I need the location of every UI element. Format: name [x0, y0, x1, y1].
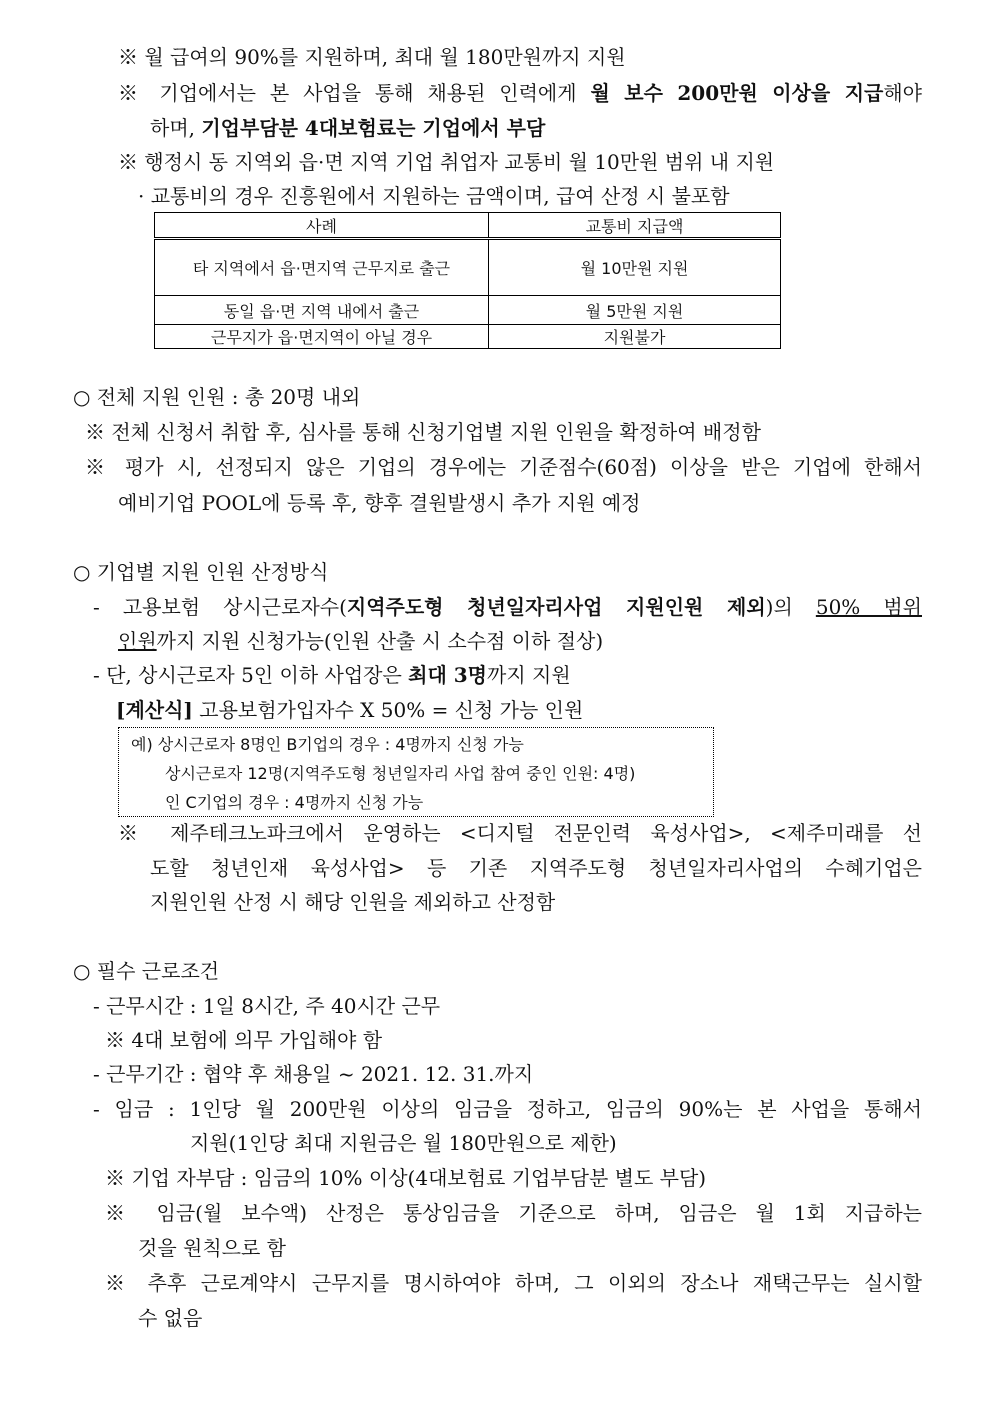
note-existing-program-end: 지원인원 산정 시 해당 인원을 제외하고 산정함 — [150, 890, 556, 914]
condition-wage-basis: ※ 임금(월 보수액) 산정은 통상임금을 기준으로 하며, 임금은 월 1회 지급하는 — [105, 1201, 922, 1225]
note-insurance: 하며, 기업부담분 4대보험료는 기업에서 부담 — [150, 116, 546, 140]
table-header: 교통비 지급액 — [489, 213, 781, 239]
example-line: 예) 상시근로자 8명인 B기업의 경우 : 4명까지 신청 가능 — [131, 735, 524, 754]
condition-hours: - 근무시간 : 1일 8시간, 주 40시간 근무 — [93, 994, 441, 1018]
table-row — [155, 325, 781, 349]
method-rule-2: - 단, 상시근로자 5인 이하 사업장은 최대 3명까지 지원 — [93, 663, 571, 687]
table-header-row — [155, 213, 781, 239]
table-cell: 근무지가 읍·면지역이 아닐 경우 — [155, 325, 489, 349]
section-heading-method: ○ 기업별 지원 인원 산정방식 — [73, 560, 329, 584]
table-cell: 타 지역에서 읍·면지역 근무지로 출근 — [155, 239, 489, 296]
table-cell: 월 5만원 지원 — [489, 296, 781, 325]
min-pay-emphasis: 월 보수 200만원 이상을 지급 — [590, 81, 884, 105]
note-min-pay: ※ 기업에서는 본 사업을 통해 채용된 인력에게 월 보수 200만원 이상을 지급해야 — [118, 81, 922, 105]
note-reserve-pool: 예비기업 POOL에 등록 후, 향후 결원발생시 추가 지원 예정 — [118, 491, 641, 515]
condition-period: - 근무기간 : 협약 후 채용일 ~ 2021. 12. 31.까지 — [93, 1062, 534, 1086]
note-existing-program-cont: 도할 청년인재 육성사업> 등 기존 지역주도형 청년일자리사업의 수혜기업은 — [150, 856, 922, 880]
example-line: 인 C기업의 경우 : 4명까지 신청 가능 — [165, 793, 424, 812]
table-cell: 지원불가 — [489, 325, 781, 349]
formula: [계산식] 고용보험가입자수 X 50% = 신청 가능 인원 — [116, 698, 584, 722]
note-existing-program: ※ 제주테크노파크에서 운영하는 <디지털 전문인력 육성사업>, <제주미래를 선 — [118, 821, 922, 845]
condition-wage-cont: 지원(1인당 최대 지원금은 월 180만원으로 제한) — [190, 1131, 617, 1155]
example-line: 상시근로자 12명(지역주도형 청년일자리 사업 참여 중인 인원: 4명) — [165, 764, 636, 783]
note-transport-detail: · 교통비의 경우 진흥원에서 지원하는 금액이며, 급여 산정 시 불포함 — [138, 184, 730, 208]
note-evaluation: ※ 평가 시, 선정되지 않은 기업의 경우에는 기준점수(60점) 이상을 받은 기업에 한해서 — [85, 455, 922, 479]
example-box — [118, 727, 714, 817]
section-heading-conditions: ○ 필수 근로조건 — [73, 959, 220, 983]
table-row — [155, 296, 781, 325]
condition-self-pay: ※ 기업 자부담 : 임금의 10% 이상(4대보험료 기업부담분 별도 부담) — [105, 1166, 707, 1190]
condition-insurance: ※ 4대 보험에 의무 가입해야 함 — [105, 1028, 383, 1052]
table-cell: 월 10만원 지원 — [489, 239, 781, 296]
condition-wage-basis-cont: 것을 원칙으로 함 — [138, 1236, 286, 1260]
section-heading-total: ○ 전체 지원 인원 : 총 20명 내외 — [73, 385, 361, 409]
method-rule-1: - 고용보험 상시근로자수(지역주도형 청년일자리사업 지원인원 제외)의 50% 범위 — [93, 595, 922, 619]
table-header: 사례 — [155, 213, 489, 239]
condition-workplace-cont: 수 없음 — [138, 1306, 203, 1330]
condition-workplace: ※ 추후 근로계약시 근무지를 명시하여야 하며, 그 이외의 장소나 재택근무는 실시할 — [105, 1271, 922, 1295]
table-row — [155, 239, 781, 296]
method-rule-1-cont: 인원까지 지원 신청가능(인원 산출 시 소수점 이하 절상) — [118, 629, 604, 653]
table-cell: 동일 읍·면 지역 내에서 출근 — [155, 296, 489, 325]
transport-fee-table — [154, 212, 781, 349]
note-transport: ※ 행정시 동 지역외 읍·면 지역 기업 취업자 교통비 월 10만원 범위 내 지원 — [118, 150, 775, 174]
note-salary-support: ※ 월 급여의 90%를 지원하며, 최대 월 180만원까지 지원 — [118, 45, 626, 69]
condition-wage: - 임금 : 1인당 월 200만원 이상의 임금을 정하고, 임금의 90%는 본 사업을 통해서 — [93, 1097, 922, 1121]
note-allocation: ※ 전체 신청서 취합 후, 심사를 통해 신청기업별 지원 인원을 확정하여 배정함 — [85, 420, 761, 444]
formula-label: [계산식] — [116, 698, 193, 722]
insurance-emphasis: 기업부담분 4대보험료는 기업에서 부담 — [201, 116, 546, 140]
